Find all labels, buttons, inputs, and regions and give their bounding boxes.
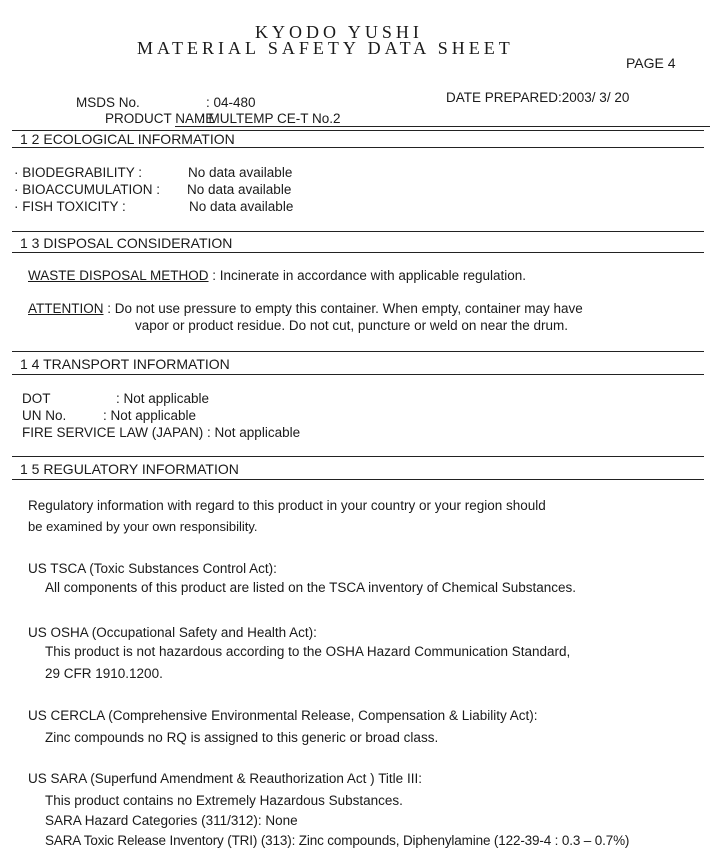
osha-body-2: 29 CFR 1910.1200. — [45, 666, 163, 681]
cercla-body: Zinc compounds no RQ is assigned to this generic or broad class. — [45, 730, 439, 745]
section-15-title: 1 5 REGULATORY INFORMATION — [20, 461, 239, 477]
section-rule — [12, 147, 704, 148]
section-rule — [12, 479, 704, 480]
sara-body-1: This product contains no Extremely Hazardous Substances. — [45, 793, 403, 808]
sara-body-3: SARA Toxic Release Inventory (TRI) (313): Zinc compounds, Diphenylamine (122-39-4 : 0.3 – 0.7%) — [45, 833, 630, 848]
dot-label: DOT — [22, 391, 51, 406]
bioaccumulation-label: · BIOACCUMULATION : — [14, 182, 161, 197]
msds-value: : 04-480 — [206, 95, 256, 110]
tsca-heading: US TSCA (Toxic Substances Control Act): — [28, 561, 277, 576]
attention-line-1: : Do not use pressure to empty this container. When empty, container may have — [107, 301, 583, 316]
sara-heading: US SARA (Superfund Amendment & Reauthorization Act ) Title III: — [28, 771, 422, 786]
page-number: PAGE 4 — [626, 55, 676, 71]
section-14-title: 1 4 TRANSPORT INFORMATION — [20, 356, 230, 372]
date-prepared: DATE PREPARED:2003/ 3/ 20 — [446, 90, 630, 105]
product-value: : MULTEMP CE-T No.2 — [201, 111, 341, 126]
fire-service-law: FIRE SERVICE LAW (JAPAN) : Not applicable — [22, 425, 301, 440]
osha-heading: US OSHA (Occupational Safety and Health Act): — [28, 625, 317, 640]
regulatory-intro-2: be examined by your own responsibility. — [28, 519, 258, 534]
header-rule — [175, 126, 710, 127]
company-name: KYODO YUSHI — [255, 22, 423, 42]
fish-toxicity-label: · FISH TOXICITY : — [14, 199, 126, 214]
un-value: : Not applicable — [103, 408, 197, 423]
section-rule — [12, 351, 704, 352]
attention-label: ATTENTION — [28, 301, 104, 316]
un-label: UN No. — [22, 408, 67, 423]
fish-toxicity-value: No data available — [189, 199, 294, 214]
section-rule — [12, 374, 704, 375]
tsca-body: All components of this product are listed on the TSCA inventory of Chemical Substances. — [45, 580, 577, 595]
waste-disposal-text: : Incinerate in accordance with applicable regulation. — [212, 268, 526, 283]
section-rule — [12, 231, 704, 232]
product-label: PRODUCT NAME — [105, 111, 215, 126]
biodegradability-value: No data available — [188, 165, 293, 180]
sara-body-2: SARA Hazard Categories (311/312): None — [45, 813, 298, 828]
attention-line-2: vapor or product residue. Do not cut, puncture or weld on near the drum. — [135, 318, 568, 333]
bioaccumulation-value: No data available — [187, 182, 292, 197]
document-title: MATERIAL SAFETY DATA SHEET — [137, 38, 514, 58]
dot-value: : Not applicable — [116, 391, 210, 406]
msds-label: MSDS No. — [76, 95, 140, 110]
cercla-heading: US CERCLA (Comprehensive Environmental Release, Compensation & Liability Act): — [28, 708, 538, 723]
biodegradability-label: · BIODEGRABILITY : — [14, 165, 143, 180]
waste-disposal-label: WASTE DISPOSAL METHOD — [28, 268, 209, 283]
osha-body-1: This product is not hazardous according to the OSHA Hazard Communication Standard, — [45, 644, 571, 659]
section-rule — [12, 456, 704, 457]
section-13-title: 1 3 DISPOSAL CONSIDERATION — [20, 235, 233, 251]
regulatory-intro-1: Regulatory information with regard to this product in your country or your region should — [28, 498, 546, 513]
section-rule — [12, 252, 704, 253]
section-12-title: 1 2 ECOLOGICAL INFORMATION — [20, 131, 235, 147]
